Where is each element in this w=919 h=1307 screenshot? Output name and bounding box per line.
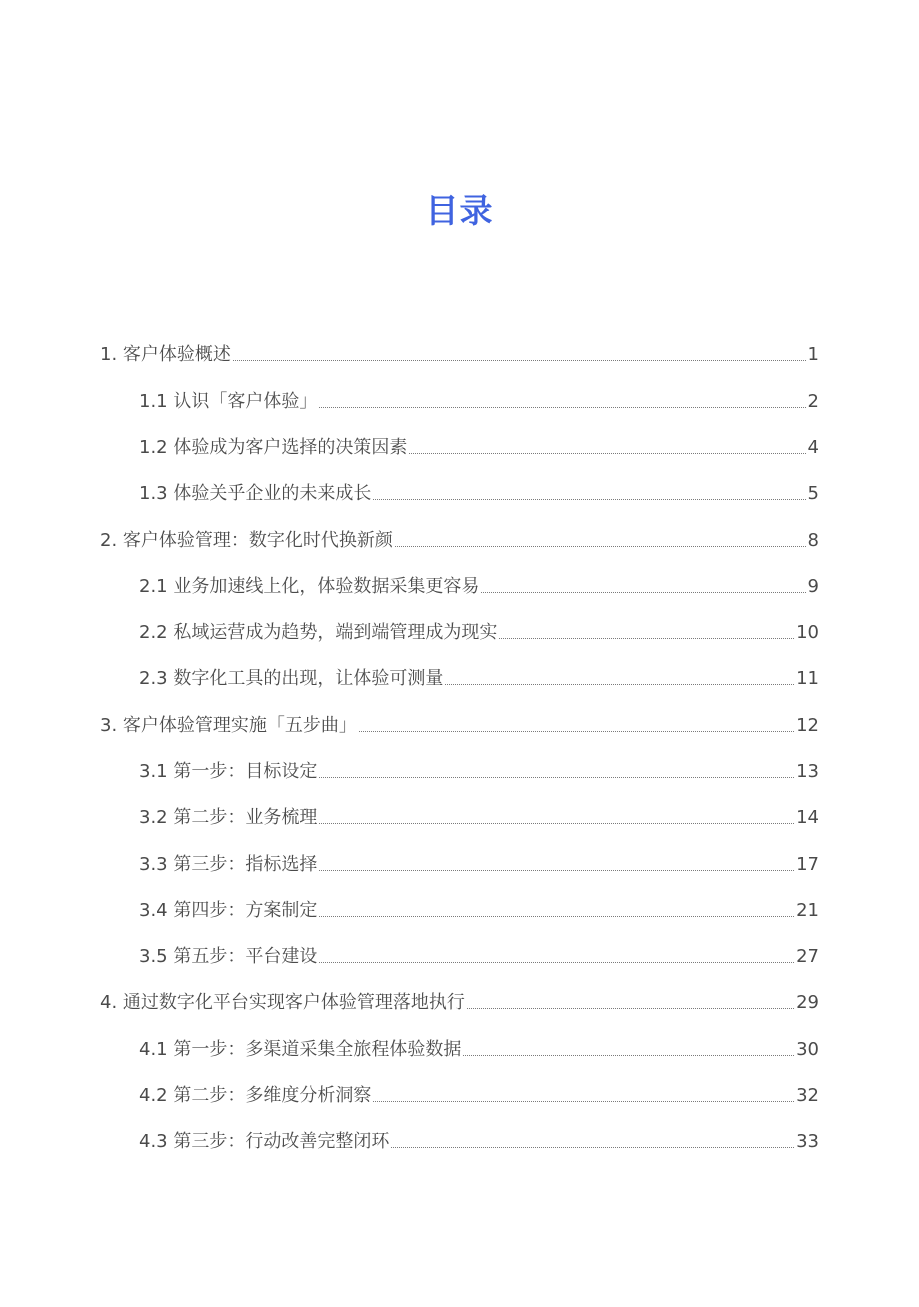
toc-entry[interactable]	[100, 518, 819, 564]
toc-entry-page: 2	[807, 391, 819, 412]
toc-entry-label: 3. 客户体验管理实施「五步曲」	[100, 715, 357, 736]
toc-entry-label: 4. 通过数字化平台实现客户体验管理落地执行	[100, 992, 465, 1013]
toc-entry[interactable]	[139, 795, 819, 841]
toc-entry[interactable]	[139, 749, 819, 795]
toc-entry-label: 1. 客户体验概述	[100, 344, 231, 365]
toc-dot-leader	[319, 407, 805, 408]
toc-entry-page: 14	[796, 807, 819, 828]
toc-entry-page: 4	[807, 437, 819, 458]
toc-entry[interactable]	[139, 471, 819, 517]
toc-entry-label: 1.1 认识「客户体验」	[139, 391, 318, 412]
toc-dot-leader	[395, 546, 806, 547]
toc-entry-label: 3.1 第一步：目标设定	[139, 761, 318, 782]
toc-entry[interactable]	[100, 703, 819, 749]
toc-entry-page: 33	[796, 1131, 819, 1152]
toc-entry[interactable]	[139, 1027, 819, 1073]
toc-entry-label: 2.3 数字化工具的出现，让体验可测量	[139, 668, 444, 689]
toc-dot-leader	[359, 731, 794, 732]
toc-entry-page: 10	[796, 622, 819, 643]
toc-entry-label: 2.1 业务加速线上化，体验数据采集更容易	[139, 576, 480, 597]
toc-entry-page: 13	[796, 761, 819, 782]
toc-entry-page: 11	[796, 668, 819, 689]
toc-dot-leader	[409, 453, 805, 454]
toc-entry[interactable]	[139, 379, 819, 425]
toc-dot-leader	[391, 1147, 794, 1148]
toc-entry-page: 21	[796, 900, 819, 921]
toc-entry[interactable]	[139, 934, 819, 980]
toc-dot-leader	[319, 823, 794, 824]
toc-dot-leader	[319, 916, 794, 917]
toc-dot-leader	[445, 684, 794, 685]
toc-entry[interactable]	[100, 332, 819, 378]
toc-entry-label: 4.2 第二步：多维度分析洞察	[139, 1085, 372, 1106]
toc-entry-label: 4.3 第三步：行动改善完整闭环	[139, 1131, 390, 1152]
toc-dot-leader	[373, 499, 805, 500]
toc-dot-leader	[463, 1055, 794, 1056]
toc-dot-leader	[319, 962, 794, 963]
toc-entry-page: 30	[796, 1039, 819, 1060]
toc-entry-label: 4.1 第一步：多渠道采集全旅程体验数据	[139, 1039, 462, 1060]
toc-dot-leader	[319, 870, 794, 871]
toc-entry-page: 12	[796, 715, 819, 736]
toc-entry-label: 3.5 第五步：平台建设	[139, 946, 318, 967]
toc-dot-leader	[233, 360, 806, 361]
toc-entry[interactable]	[139, 888, 819, 934]
toc-entry-label: 2.2 私域运营成为趋势，端到端管理成为现实	[139, 622, 498, 643]
toc-entry-label: 2. 客户体验管理：数字化时代换新颜	[100, 530, 393, 551]
page-title: 目录	[425, 191, 494, 230]
toc-dot-leader	[319, 777, 794, 778]
toc-entry-page: 1	[807, 344, 819, 365]
toc-entry-label: 3.4 第四步：方案制定	[139, 900, 318, 921]
toc-dot-leader	[481, 592, 805, 593]
toc-entry-page: 17	[796, 854, 819, 875]
toc-entry[interactable]	[139, 1073, 819, 1119]
toc-entry-page: 32	[796, 1085, 819, 1106]
toc-entry-page: 9	[807, 576, 819, 597]
toc-dot-leader	[373, 1101, 794, 1102]
toc-entry-page: 29	[796, 992, 819, 1013]
toc-dot-leader	[467, 1008, 794, 1009]
toc-entry-label: 1.3 体验关乎企业的未来成长	[139, 483, 372, 504]
toc-entry-page: 27	[796, 946, 819, 967]
toc-entry[interactable]	[139, 425, 819, 471]
toc-entry[interactable]	[139, 564, 819, 610]
toc-entry[interactable]	[100, 980, 819, 1026]
toc-entry-label: 3.2 第二步：业务梳理	[139, 807, 318, 828]
toc-entry-page: 8	[807, 530, 819, 551]
toc-dot-leader	[499, 638, 794, 639]
toc-entry[interactable]	[139, 656, 819, 702]
toc-entry-label: 1.2 体验成为客户选择的决策因素	[139, 437, 408, 458]
toc-entry[interactable]	[139, 1119, 819, 1165]
toc-entry-label: 3.3 第三步：指标选择	[139, 854, 318, 875]
toc-entry-page: 5	[807, 483, 819, 504]
toc-entry[interactable]	[139, 842, 819, 888]
toc-entry[interactable]	[139, 610, 819, 656]
